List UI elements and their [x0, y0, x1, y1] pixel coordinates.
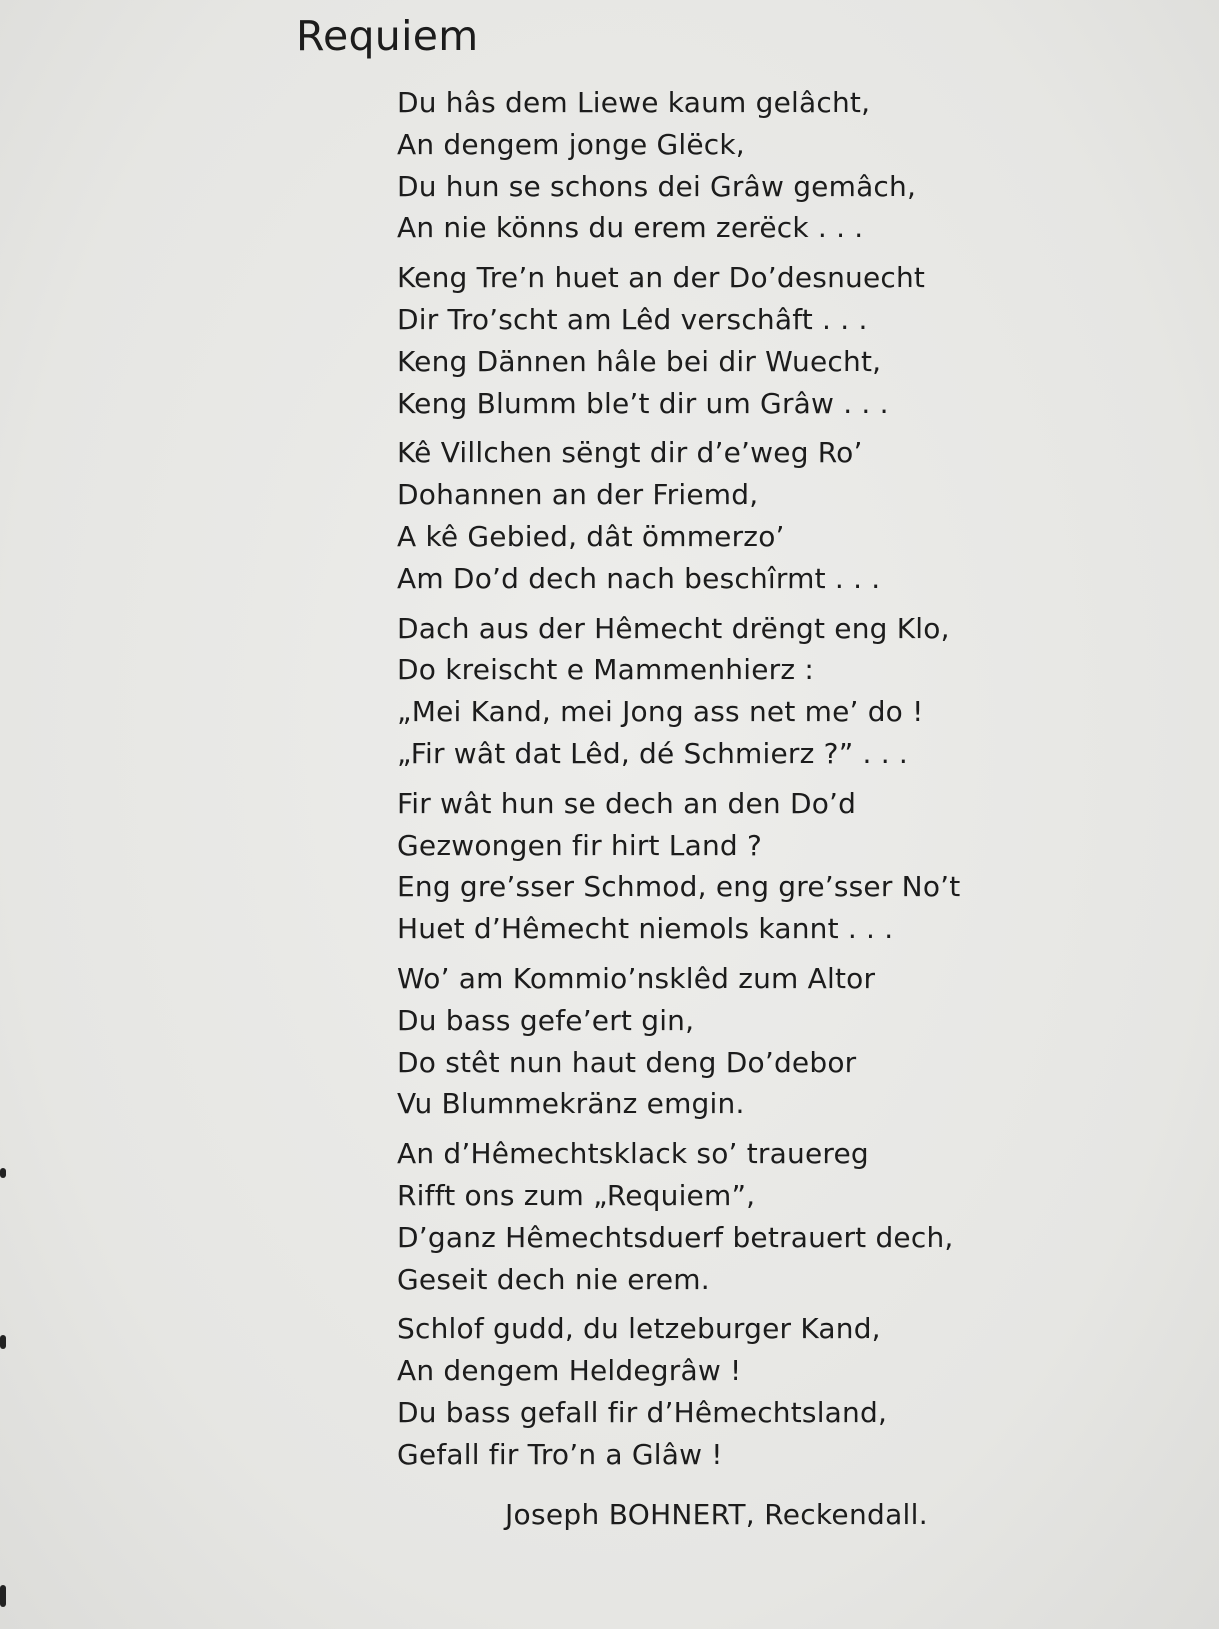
- poem-line: Schlof gudd, du letzeburger Kand,: [397, 1312, 881, 1346]
- stanza: [397, 257, 1197, 424]
- poem-line: An dengem Heldegrâw !: [397, 1354, 742, 1388]
- stanza: [397, 608, 1197, 775]
- stanza: [397, 1133, 1197, 1300]
- poem-line: Wo’ am Kommio’nsklêd zum Altor: [397, 961, 876, 995]
- poem-line: Du hun se schons dei Grâw gemâch,: [397, 169, 917, 203]
- poem-line: A kê Gebied, dât ömmerzo’: [397, 519, 785, 553]
- stanza: [397, 82, 1197, 249]
- poem-line: Dir Tro’scht am Lêd verschâft . . .: [397, 302, 868, 336]
- poem-line: Kê Villchen sëngt dir d’e’weg Ro’: [397, 436, 863, 470]
- poem-line: „Fir wât dat Lêd, dé Schmierz ?” . . .: [397, 736, 908, 770]
- stanza: [397, 958, 1197, 1125]
- poem-line: Vu Blummekränz emgin.: [397, 1087, 745, 1121]
- poem-line: Keng Tre’n huet an der Do’desnuecht: [397, 261, 926, 295]
- poem-line: An d’Hêmechtsklack so’ trauereg: [397, 1137, 869, 1171]
- poem-line: Do kreischt e Mammenhierz :: [397, 653, 814, 687]
- poem-line: Dach aus der Hêmecht drëngt eng Klo,: [397, 611, 950, 645]
- poem-line: Do stêt nun haut deng Do’debor: [397, 1045, 857, 1079]
- poem-line: Fir wât hun se dech an den Do’d: [397, 786, 857, 820]
- poem-line: Huet d’Hêmecht niemols kannt . . .: [397, 912, 894, 946]
- binding-mark: [0, 1168, 6, 1178]
- binding-mark: [0, 1335, 6, 1349]
- poem-line: An dengem jonge Glëck,: [397, 127, 745, 161]
- poem-line: An nie könns du erem zerëck . . .: [397, 211, 864, 245]
- poem-line: Geseit dech nie erem.: [397, 1262, 710, 1296]
- poem-line: Gefall fir Tro’n a Glâw !: [397, 1437, 723, 1471]
- poem-line: Du bass gefall fir d’Hêmechtsland,: [397, 1395, 888, 1429]
- stanza: [397, 432, 1197, 599]
- poem-line: Am Do’d dech nach beschîrmt . . .: [397, 561, 881, 595]
- poem-line: Rifft ons zum „Requiem”,: [397, 1178, 756, 1212]
- poem-title: Requiem: [296, 12, 479, 60]
- author-signature: Joseph BOHNERT, Reckendall.: [505, 1498, 928, 1531]
- poem-line: Du hâs dem Liewe kaum gelâcht,: [397, 86, 871, 119]
- binding-mark: [0, 1585, 6, 1607]
- poem-line: D’ganz Hêmechtsduerf betrauert dech,: [397, 1220, 954, 1254]
- poem-line: „Mei Kand, mei Jong ass net me’ do !: [397, 695, 924, 729]
- poem-line: Eng gre’sser Schmod, eng gre’sser No’t: [397, 870, 961, 904]
- stanza: [397, 783, 1197, 950]
- stanza: [397, 1308, 1197, 1475]
- poem-line: Du bass gefe’ert gin,: [397, 1003, 695, 1037]
- poem-line: Gezwongen fir hirt Land ?: [397, 828, 763, 862]
- poem-line: Dohannen an der Friemd,: [397, 478, 759, 512]
- poem-line: Keng Blumm ble’t dir um Grâw . . .: [397, 386, 889, 420]
- poem-body: [397, 82, 1197, 1484]
- poem-line: Keng Dännen hâle bei dir Wuecht,: [397, 344, 882, 378]
